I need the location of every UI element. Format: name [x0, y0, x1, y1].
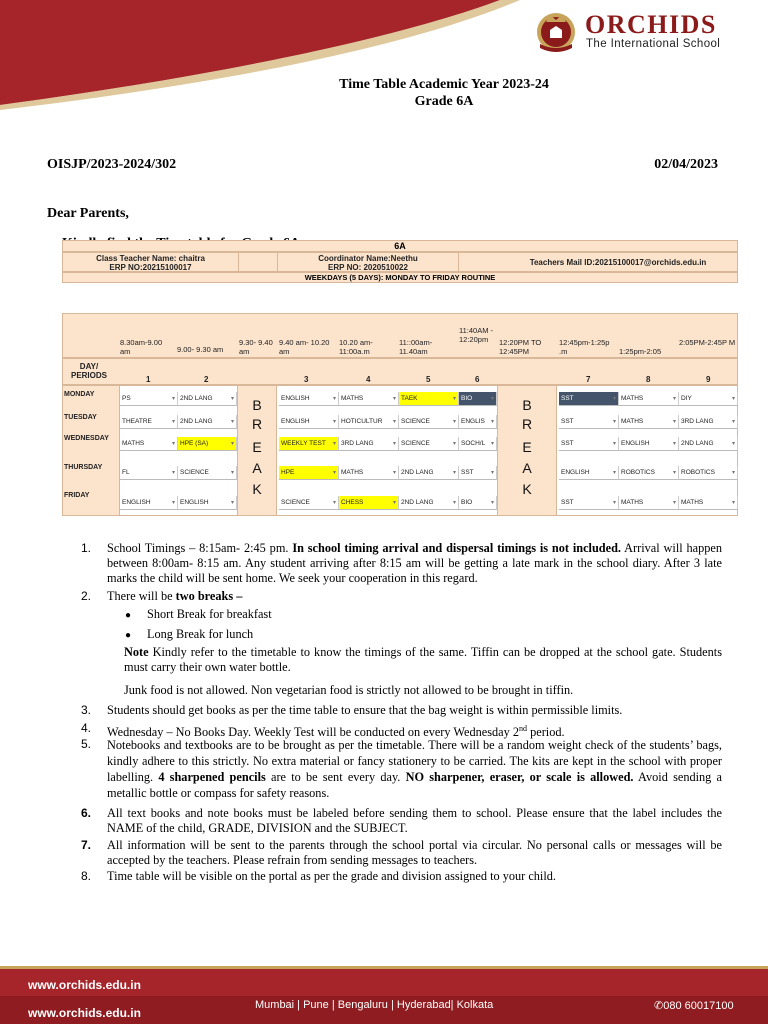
timetable-cell[interactable] [679, 496, 738, 510]
timetable-cell[interactable] [679, 437, 738, 451]
cell-value: 2ND LANG [681, 440, 714, 447]
dropdown-arrow-icon: ▾ [332, 441, 336, 447]
timetable-section: 6A [62, 240, 738, 252]
coordinator: Coordinator Name:Neethu [318, 254, 418, 263]
cell-value: TAEK [401, 395, 418, 402]
list-item: Wednesday – No Books Day. Weekly Test will be conducted on every Wednesday 2nd period. [107, 724, 565, 740]
list-number: 5. [81, 737, 92, 751]
cell-value: FL [122, 469, 130, 476]
list-item: Students should get books as per the time table to ensure that the bag weight is within permissible limits. [107, 703, 623, 717]
dropdown-arrow-icon: ▾ [392, 470, 396, 476]
period-number: 1 [146, 375, 151, 384]
dropdown-arrow-icon: ▾ [332, 500, 336, 506]
timetable-cell[interactable] [120, 437, 178, 451]
teacher-mail: Teachers Mail ID:20215100017@orchids.edu.in [529, 258, 707, 267]
timetable-cell[interactable] [178, 496, 237, 510]
cell-value: 2ND LANG [401, 499, 434, 506]
break-letter: E [252, 439, 262, 455]
cell-value: 3RD LANG [681, 418, 714, 425]
time-slot-8: 1:25pm-2:05 [619, 347, 662, 356]
dropdown-arrow-icon: ▾ [332, 419, 336, 425]
list-number: 2. [81, 589, 92, 603]
period-number: 6 [475, 375, 480, 384]
bullet-icon: ● [125, 610, 132, 621]
cell-value: WEEKLY TEST [281, 440, 326, 447]
period-number: 4 [366, 375, 371, 384]
cell-value: ENGLISH [281, 418, 310, 425]
list-bullet: Short Break for breakfast [147, 607, 272, 621]
class-teacher-erp: ERP NO:20215100017 [109, 263, 192, 272]
period-number: 5 [426, 375, 431, 384]
timetable-cell[interactable] [679, 415, 738, 429]
cell-value: SCIENCE [401, 418, 430, 425]
break-letter: R [521, 416, 533, 432]
cell-value: ENGLISH [561, 469, 590, 476]
day-label: TUESDAY [64, 414, 97, 421]
class-teacher: Class Teacher Name: chaitra [96, 254, 205, 263]
periods-row [62, 358, 738, 385]
timetable-cell[interactable] [339, 392, 399, 406]
timetable-cell[interactable] [399, 466, 459, 480]
cell-value: MATHS [122, 440, 145, 447]
timetable-cell[interactable] [459, 392, 497, 406]
dropdown-arrow-icon: ▾ [731, 419, 735, 425]
break-letter: K [522, 481, 532, 497]
timetable-cell[interactable] [120, 392, 178, 406]
time-slot-break1: 9.30- 9.40 am [239, 338, 273, 356]
time-slot-9: 2:05PM-2:45P M [679, 338, 736, 347]
break-letter: B [252, 397, 262, 413]
period-number: 8 [646, 375, 651, 384]
timetable-cell[interactable] [399, 496, 459, 510]
cell-value: SST [561, 440, 574, 447]
day-label: FRIDAY [64, 492, 90, 499]
list-item: Time table will be visible on the portal as per the grade and division assigned to your child. [107, 869, 556, 883]
dropdown-arrow-icon: ▾ [452, 500, 456, 506]
dropdown-arrow-icon: ▾ [612, 470, 616, 476]
cell-value: 3RD LANG [341, 440, 374, 447]
cell-value: MATHS [341, 395, 364, 402]
cell-value: SCIENCE [281, 499, 310, 506]
time-slot-3: 9.40 am- 10.20 am [279, 338, 330, 356]
list-item: School Timings – 8:15am- 2:45 pm. In school timing arrival and dispersal timings is not included. Arrival will happen between 8:00am- 8:15 am. Any student arriving after 8:15 am will be getting a late mark in the school diary. After 3 late marks the child will be sent home. We seek your cooperation in this regard. [107, 541, 722, 585]
dropdown-arrow-icon: ▾ [171, 396, 175, 402]
cell-value: SCIENCE [180, 469, 209, 476]
timetable-cell[interactable] [279, 466, 339, 480]
reference-number: OISJP/2023-2024/302 [47, 157, 177, 172]
time-slot-break2: 12:20PM TO 12:45PM [499, 338, 542, 356]
timetable-cell[interactable] [120, 415, 178, 429]
dropdown-arrow-icon: ▾ [731, 396, 735, 402]
dropdown-arrow-icon: ▾ [490, 470, 494, 476]
cell-value: ROBOTICS [681, 469, 715, 476]
dropdown-arrow-icon: ▾ [230, 441, 234, 447]
dropdown-arrow-icon: ▾ [612, 500, 616, 506]
dropdown-arrow-icon: ▾ [672, 419, 676, 425]
dropdown-arrow-icon: ▾ [672, 441, 676, 447]
cell-value: ENGLISH [180, 499, 209, 506]
time-slot-4: 10.20 am-11:00a.m [339, 338, 373, 356]
timetable-cell[interactable] [399, 437, 459, 451]
cell-value: 2ND LANG [180, 395, 213, 402]
doc-grade: Grade 6A [414, 94, 474, 109]
list-item: There will be two breaks – [107, 589, 243, 603]
dropdown-arrow-icon: ▾ [171, 419, 175, 425]
timetable-cell[interactable] [339, 466, 399, 480]
note-paragraph: Note Kindly refer to the timetable to know the timings of the same. Tiffin can be dropped at the school gate. Students must carry their own water bottle. [124, 645, 722, 674]
time-slot-2: 9.00- 9.30 am [177, 345, 224, 354]
timetable-cell[interactable] [120, 466, 178, 480]
footer-gold-line [0, 966, 768, 969]
dropdown-arrow-icon: ▾ [490, 500, 494, 506]
dropdown-arrow-icon: ▾ [490, 419, 494, 425]
list-number: 7. [81, 838, 92, 852]
dropdown-arrow-icon: ▾ [171, 470, 175, 476]
cell-value: MATHS [621, 418, 644, 425]
footer-phone: ✆080 60017100 [654, 1000, 734, 1012]
dropdown-arrow-icon: ▾ [171, 441, 175, 447]
timetable-cell[interactable] [559, 496, 619, 510]
time-slot-7: 12:45pm-1:25p .m [559, 338, 610, 356]
timetable-cell[interactable] [279, 415, 339, 429]
cell-value: SST [561, 499, 574, 506]
dropdown-arrow-icon: ▾ [452, 441, 456, 447]
timetable-cell[interactable] [399, 415, 459, 429]
dropdown-arrow-icon: ▾ [392, 500, 396, 506]
dropdown-arrow-icon: ▾ [392, 441, 396, 447]
coordinator-erp: ERP NO: 2020510022 [328, 263, 408, 272]
doc-title: Time Table Academic Year 2023-24 [339, 77, 549, 92]
timetable [62, 240, 738, 516]
dropdown-arrow-icon: ▾ [230, 396, 234, 402]
dropdown-arrow-icon: ▾ [230, 419, 234, 425]
salutation: Dear Parents, [47, 206, 129, 221]
day-periods-label: DAY/ PERIODS [70, 362, 107, 380]
cell-value: SCIENCE [401, 440, 430, 447]
break-letter: A [522, 460, 532, 476]
timetable-cell[interactable] [619, 437, 679, 451]
dropdown-arrow-icon: ▾ [230, 470, 234, 476]
teacher-row [62, 252, 738, 272]
timetable-cell[interactable] [559, 415, 619, 429]
cell-value: MATHS [681, 499, 704, 506]
cell-value: MATHS [621, 499, 644, 506]
footer-cities: Mumbai | Pune | Bengaluru | Hyderabad| Kolkata [255, 999, 494, 1011]
cell-value: SST [461, 469, 474, 476]
cell-value: ROBOTICS [621, 469, 655, 476]
phone-icon: ✆ [654, 1000, 664, 1012]
timetable-cell[interactable] [279, 392, 339, 406]
cell-value: CHESS [341, 499, 364, 506]
crest-icon [532, 6, 580, 54]
break-letter: B [522, 397, 532, 413]
dropdown-arrow-icon: ▾ [612, 419, 616, 425]
cell-value: 2ND LANG [401, 469, 434, 476]
timetable-cell[interactable] [459, 437, 497, 451]
list-item: All text books and note books must be labeled before sending them to school. Please ensure that the label includes the NAME of the child, GRADE, DIVISION and the SUBJECT. [107, 806, 722, 835]
cell-value: SST [561, 418, 574, 425]
timetable-cell[interactable] [339, 437, 399, 451]
dropdown-arrow-icon: ▾ [452, 470, 456, 476]
cell-value: PS [122, 395, 131, 402]
junk-food-paragraph: Junk food is not allowed. Non vegetarian food is strictly not allowed to be brought in tiffin. [124, 683, 574, 697]
dropdown-arrow-icon: ▾ [612, 441, 616, 447]
cell-value: MATHS [621, 395, 644, 402]
dropdown-arrow-icon: ▾ [672, 500, 676, 506]
time-slot-5: 11::00am- 11.40am [399, 338, 433, 356]
timetable-cell[interactable] [619, 392, 679, 406]
cell-value: ENGLISH [621, 440, 650, 447]
list-number: 8. [81, 869, 92, 883]
timetable-cell[interactable] [178, 392, 237, 406]
timetable-cell[interactable] [559, 437, 619, 451]
cell-value: HPE [281, 469, 295, 476]
list-number: 1. [81, 541, 92, 555]
list-number: 6. [81, 806, 92, 820]
break-letter: K [252, 481, 262, 497]
cell-value: ENGLISH [281, 395, 310, 402]
cell-value: ENGLISH [122, 499, 151, 506]
bullet-icon: ● [125, 630, 132, 641]
day-label: WEDNESDAY [64, 435, 109, 442]
timetable-cell[interactable] [178, 415, 237, 429]
timetable-cell[interactable] [679, 466, 738, 480]
timetable-cell[interactable] [399, 392, 459, 406]
logo-name: ORCHIDS [585, 10, 717, 39]
cell-value: 2ND LANG [180, 418, 213, 425]
time-slot-1: 8.30am-9.00 am [120, 338, 163, 356]
timetable-cell[interactable] [619, 466, 679, 480]
list-bullet: Long Break for lunch [147, 627, 254, 641]
break-letter: A [252, 460, 262, 476]
list-number: 3. [81, 703, 92, 717]
footer-website-link[interactable]: www.orchids.edu.in [28, 978, 141, 992]
cell-value: HPE (SA) [180, 440, 209, 447]
timetable-cell[interactable] [459, 496, 497, 510]
list-number: 4. [81, 721, 92, 735]
footer-website-link-2[interactable]: www.orchids.edu.in [28, 1006, 141, 1020]
timetable-cell[interactable] [178, 437, 237, 451]
dropdown-arrow-icon: ▾ [332, 396, 336, 402]
period-number: 2 [204, 375, 209, 384]
dropdown-arrow-icon: ▾ [332, 470, 336, 476]
day-label: THURSDAY [64, 464, 103, 471]
dropdown-arrow-icon: ▾ [672, 470, 676, 476]
routine-heading: WEEKDAYS (5 DAYS): MONDAY TO FRIDAY ROUTINE [62, 272, 738, 283]
day-label: MONDAY [64, 391, 95, 398]
timetable-cell[interactable] [619, 415, 679, 429]
break-letter: R [251, 416, 263, 432]
timetable-cell[interactable] [279, 496, 339, 510]
cell-value: HOTICULTUR [341, 418, 383, 425]
timetable-cell[interactable] [339, 496, 399, 510]
dropdown-arrow-icon: ▾ [452, 396, 456, 402]
timetable-cell[interactable] [559, 466, 619, 480]
break-letter: E [522, 439, 532, 455]
cell-value: BIO [461, 395, 473, 402]
period-number: 7 [586, 375, 591, 384]
list-item: Notebooks and textbooks are to be brought as per the timetable. There will be a random weight check of the students’ bags, kindly adhere to this strictly. No extra material or fancy stationery to be carried. The kits are kept in the school with proper labelling. 4 sharpened pencils are to be sent every day. NO sharpener, eraser, or scale is allowed. Avoid sending a metallic bottle or compass for safety reasons. [107, 738, 722, 800]
dropdown-arrow-icon: ▾ [171, 500, 175, 506]
timetable-cell[interactable] [679, 392, 738, 406]
timetable-cell[interactable] [279, 437, 339, 451]
dropdown-arrow-icon: ▾ [731, 470, 735, 476]
dropdown-arrow-icon: ▾ [490, 396, 494, 402]
timetable-cell[interactable] [459, 466, 497, 480]
dropdown-arrow-icon: ▾ [230, 500, 234, 506]
cell-value: ENGLIS [461, 418, 485, 425]
dropdown-arrow-icon: ▾ [672, 396, 676, 402]
dropdown-arrow-icon: ▾ [452, 419, 456, 425]
cell-value: BIO [461, 499, 473, 506]
timetable-cell[interactable] [559, 392, 619, 406]
cell-value: SOCH/L [461, 440, 486, 447]
timetable-cell[interactable] [178, 466, 237, 480]
cell-value: THEATRE [122, 418, 152, 425]
period-number: 3 [304, 375, 309, 384]
dropdown-arrow-icon: ▾ [731, 500, 735, 506]
dropdown-arrow-icon: ▾ [392, 396, 396, 402]
dropdown-arrow-icon: ▾ [392, 419, 396, 425]
document-date: 02/04/2023 [654, 157, 718, 172]
dropdown-arrow-icon: ▾ [731, 441, 735, 447]
timetable-cell[interactable] [619, 496, 679, 510]
cell-value: MATHS [341, 469, 364, 476]
dropdown-arrow-icon: ▾ [490, 441, 494, 447]
logo-subtitle: The International School [586, 38, 721, 50]
timetable-cell[interactable] [459, 415, 497, 429]
cell-value: SST [561, 395, 574, 402]
school-logo [530, 6, 760, 56]
period-number: 9 [706, 375, 711, 384]
time-slot-6: 11:40AM - 12:20pm [459, 326, 494, 344]
cell-value: DIY [681, 395, 692, 402]
list-item: All information will be sent to the parents through the school portal via circular. No personal calls or messages will be accepted by the teachers. Please refrain from sending messages to teachers. [107, 838, 722, 867]
timetable-cell[interactable] [120, 496, 178, 510]
timetable-cell[interactable] [339, 415, 399, 429]
dropdown-arrow-icon: ▾ [612, 396, 616, 402]
